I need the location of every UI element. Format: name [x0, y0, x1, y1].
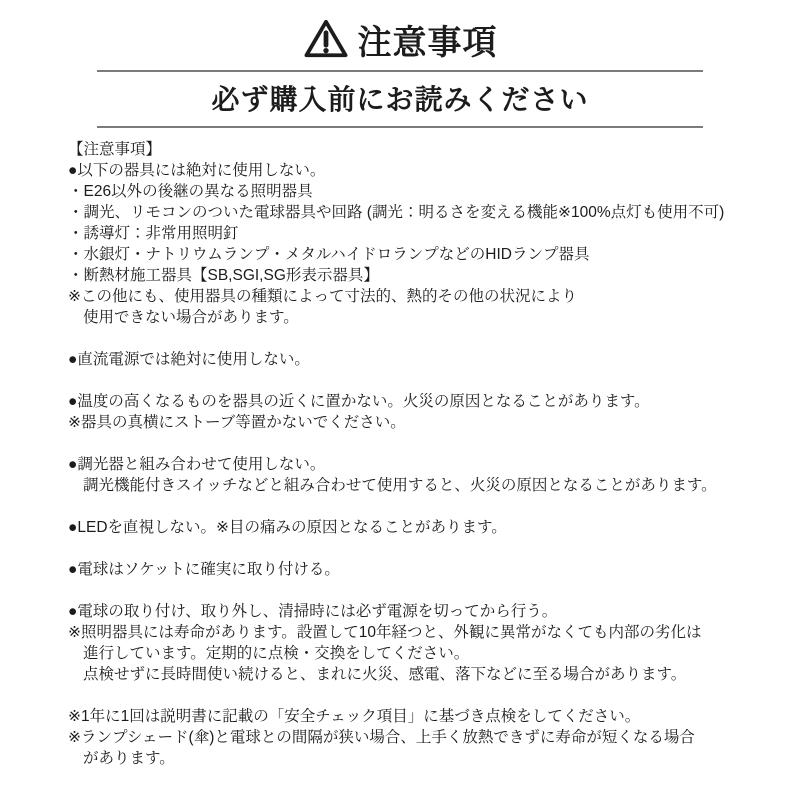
notice-block-socket [68, 559, 770, 580]
notice-line: 進行しています。定期的に点検・交換をしてください。 [83, 645, 470, 662]
page-header [0, 0, 800, 128]
notice-line: ※照明器具には寿命があります。設置して10年経つと、外観に異常がなくても内部の劣化は [68, 624, 702, 641]
notice-line: ●電球の取り付け、取り外し、清掃時には必ず電源を切ってから行う。 [68, 603, 558, 620]
notice-block-inspection [68, 706, 770, 769]
notice-line: ・誘導灯：非常用照明釘 [68, 225, 239, 242]
notice-line: ●直流電源では絶対に使用しない。 [68, 351, 310, 368]
notice-line: ●電球はソケットに確実に取り付ける。 [68, 561, 340, 578]
notice-line: 調光機能付きスイッチなどと組み合わせて使用すると、火災の原因となることがあります。 [83, 477, 717, 494]
notice-line: があります。 [83, 750, 175, 767]
notice-heading: 【注意事項】 [68, 141, 162, 158]
notice-block-led-stare [68, 517, 770, 538]
page-title-text: 注意事項 [357, 23, 498, 62]
notice-body [0, 128, 800, 769]
notice-line: ※ランプシェード(傘)と電球との間隔が狭い場合、上手く放熱できずに寿命が短くなる場合 [68, 729, 695, 746]
notice-line: ・断熱材施工器具【SB,SGI,SG形表示器具】 [68, 267, 379, 284]
page-title [0, 0, 800, 64]
notice-line: 使用できない場合があります。 [83, 309, 299, 326]
notice-line: ・E26以外の後継の異なる照明器具 [68, 183, 313, 200]
notice-block-heat-sources [68, 391, 770, 433]
notice-line: 点検せずに長時間使い続けると、まれに火災、感電、落下などに至る場合があります。 [83, 666, 687, 683]
notice-line: ・水銀灯・ナトリウムランプ・メタルハイドロランプなどのHIDランプ器具 [68, 246, 590, 263]
divider-top [97, 70, 703, 72]
notice-line: ●以下の器具には絶対に使用しない。 [68, 162, 326, 179]
notice-line: ●調光器と組み合わせて使用しない。 [68, 456, 326, 473]
warning-triangle-icon [303, 18, 349, 60]
notice-line: ※この他にも、使用器具の種類によって寸法的、熱的その他の状況により [68, 288, 577, 305]
notice-block-dc-power [68, 349, 770, 370]
notice-line: ・調光、リモコンのついた電球器具や回路 (調光：明るさを変える機能※100%点灯も使用不可) [68, 204, 725, 221]
notice-block-maintenance [68, 601, 770, 685]
page-subtitle: 必ず購入前にお読みください [211, 84, 589, 115]
notice-block-dimmer [68, 454, 770, 496]
notice-line: ※器具の真横にストーブ等置かないでください。 [68, 414, 406, 431]
notice-block-usage-prohibited [68, 139, 770, 328]
notice-line: ※1年に1回は説明書に記載の「安全チェック項目」に基づき点検をしてください。 [68, 708, 641, 725]
notice-line: ●LEDを直視しない。※目の痛みの原因となることがあります。 [68, 519, 507, 536]
notice-line: ●温度の高くなるものを器具の近くに置かない。火災の原因となることがあります。 [68, 393, 650, 410]
